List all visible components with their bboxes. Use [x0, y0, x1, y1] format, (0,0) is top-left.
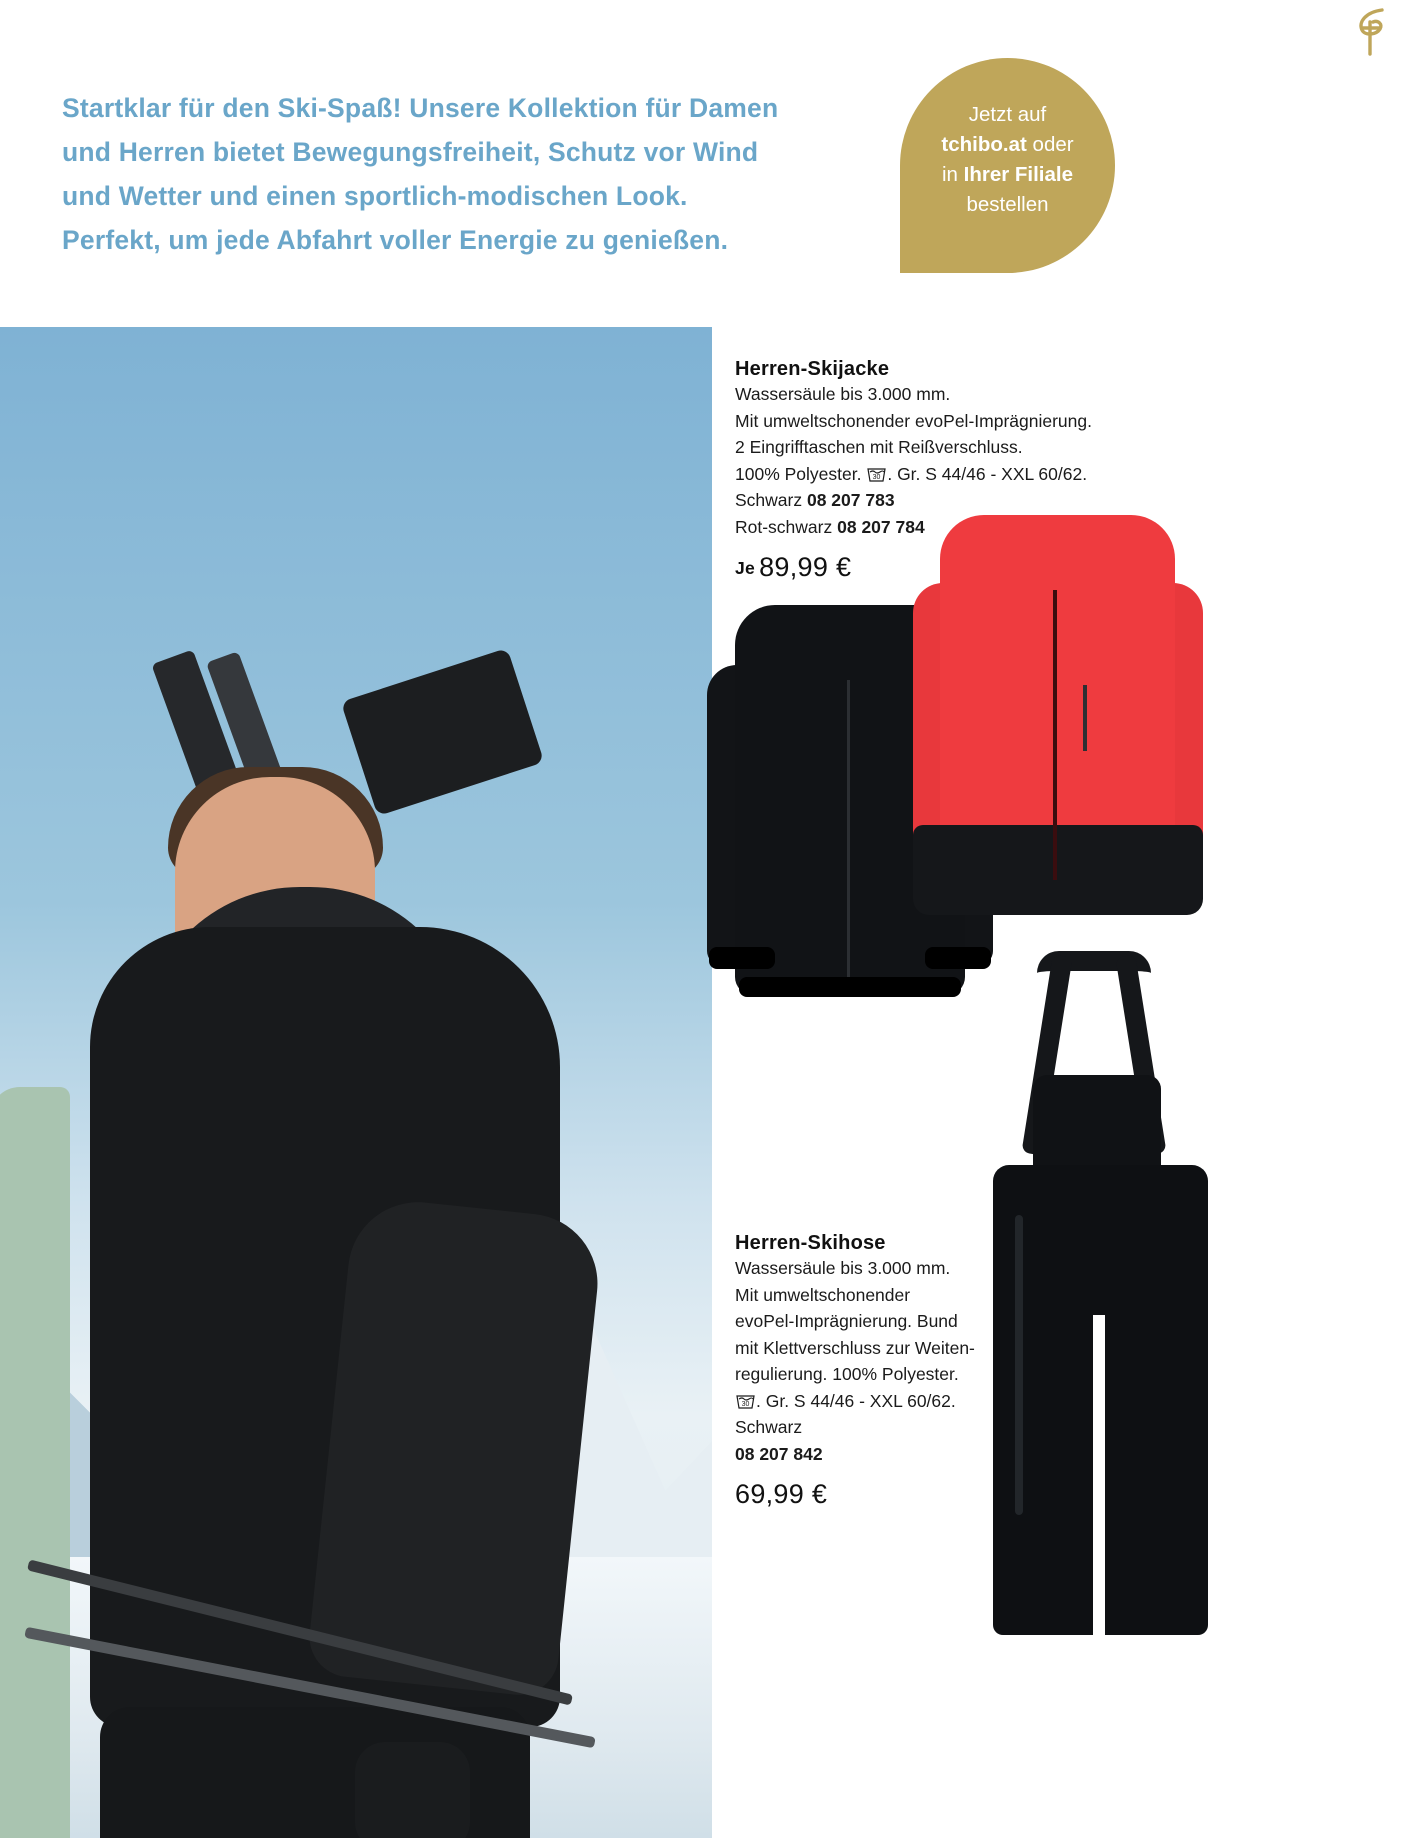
order-badge-line-3: [900, 160, 1115, 190]
jacket-color-1-name: Schwarz: [735, 490, 803, 510]
jacket-desc-line-3: 2 Eingrifftaschen mit Reißverschluss.: [735, 437, 1023, 457]
pants-desc-line-1: Wassersäule bis 3.000 mm.: [735, 1258, 951, 1278]
product-column: [735, 0, 1425, 1838]
jacket-desc-line-4: [735, 461, 1165, 488]
pants-title: Herren-Skihose: [735, 1232, 886, 1254]
secondary-person: [0, 1087, 70, 1838]
black-jacket-zipper: [847, 680, 850, 980]
svg-text:30: 30: [741, 1400, 750, 1408]
order-badge-line-2: [900, 130, 1115, 160]
jacket-color-2-article: 08 207 784: [837, 516, 925, 537]
intro-line-4: Perfekt, um jede Abfahrt voller Energie zu genießen.: [62, 225, 729, 255]
jacket-color-2-name: Rot-schwarz: [735, 516, 833, 537]
washing-instruction-icon: [866, 464, 887, 481]
pants-desc-line-3: evoPel-Imprägnierung. Bund: [735, 1311, 958, 1331]
jacket-material: 100% Polyester.: [735, 463, 862, 484]
pants-leg-highlight: [1015, 1215, 1023, 1515]
pants-leg-gap: [1093, 1315, 1105, 1635]
pants-desc-line-4: mit Klettverschluss zur Weiten-: [735, 1337, 975, 1358]
jacket-color-1-article: 08 207 783: [806, 490, 895, 510]
pants-size-info: . Gr. S 44/46 - XXL 60/62.: [756, 1390, 956, 1411]
red-jacket-zipper: [1053, 590, 1057, 880]
pants-color-name: Schwarz: [735, 1417, 803, 1437]
jacket-size-info: . Gr. S 44/46 - XXL 60/62.: [887, 463, 1088, 484]
order-badge-text: [900, 100, 1115, 220]
black-jacket-left-cuff: [709, 947, 775, 969]
black-jacket-hem: [739, 977, 961, 997]
pants-desc-line-5: regulierung. 100% Polyester.: [735, 1364, 959, 1384]
jacket-title: Herren-Skijacke: [735, 358, 890, 380]
red-jacket-chest-pocket-zip: [1083, 685, 1087, 751]
red-jacket-black-hem: [913, 825, 1203, 915]
order-badge-store: Ihrer Filiale: [963, 163, 1074, 186]
order-badge-line3-pre: in: [941, 163, 964, 186]
intro-line-2: und Herren bietet Bewegungsfreiheit, Schutz vor Wind: [62, 137, 759, 167]
intro-line-3: und Wetter und einen sportlich-modischen Look.: [62, 181, 688, 211]
jacket-price-prefix: Je: [735, 558, 756, 578]
lifestyle-photo: [0, 327, 712, 1838]
model-arm: [306, 1195, 605, 1699]
pants-article-value: 08 207 842: [735, 1443, 823, 1464]
jacket-desc-line-1: Wassersäule bis 3.000 mm.: [735, 384, 951, 404]
order-badge-line-4: bestellen: [966, 193, 1049, 216]
pants-price-value: 69,99 €: [735, 1479, 828, 1509]
jacket-desc-line-2: Mit umweltschonender evoPel-Imprägnierung.: [735, 410, 1092, 431]
order-badge-line-1: Jetzt auf: [968, 103, 1047, 126]
pants-desc-line-2: Mit umweltschonender: [735, 1284, 911, 1305]
model-glove: [355, 1742, 470, 1838]
order-badge-site: tchibo.at: [941, 133, 1027, 156]
washing-instruction-icon: [735, 1391, 756, 1408]
order-badge-oder: oder: [1026, 133, 1074, 156]
pants-product-image: [945, 955, 1365, 1635]
jacket-price-value: 89,99 €: [759, 552, 852, 582]
intro-line-1: Startklar für den Ski-Spaß! Unsere Kollektion für Damen: [62, 93, 779, 123]
svg-text:30: 30: [872, 473, 881, 481]
